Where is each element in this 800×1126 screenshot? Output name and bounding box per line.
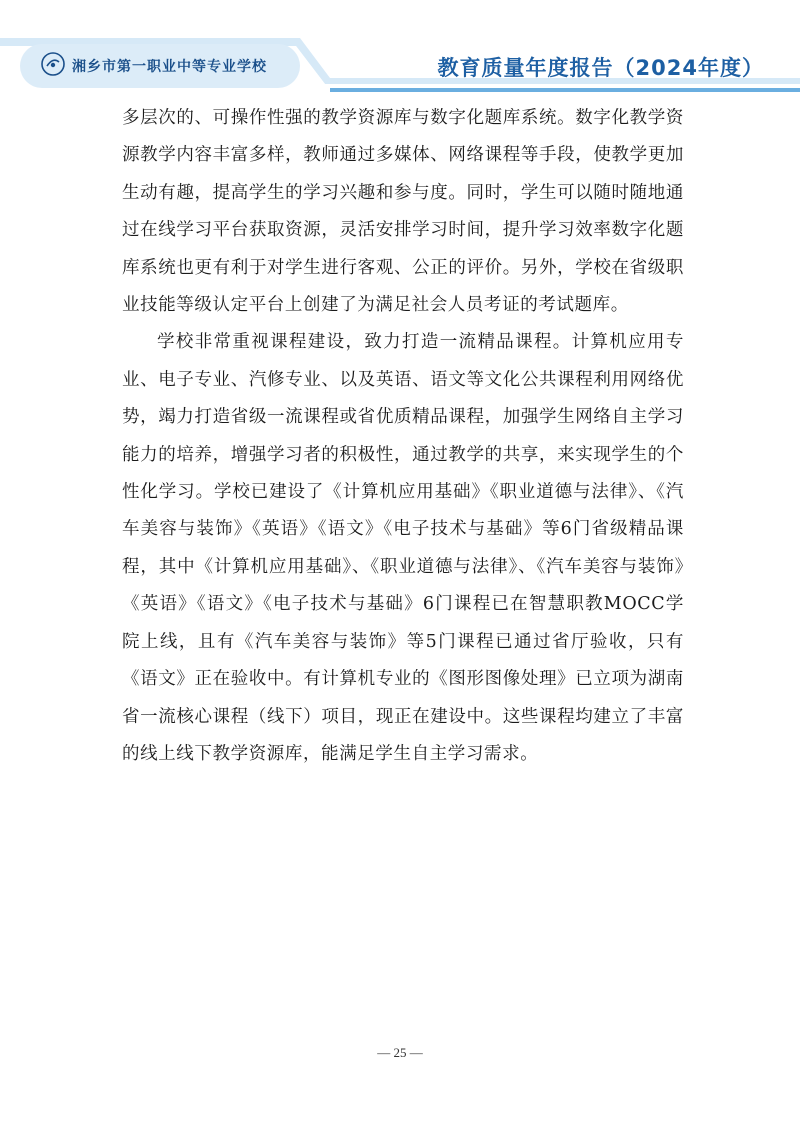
page-number: — 25 — (377, 1045, 423, 1060)
paragraph: 学校非常重视课程建设，致力打造一流精品课程。计算机应用专业、电子专业、汽修专业、以及英语、语文等文化公共课程利用网络优势，竭力打造省级一流课程或省优质精品课程，加强学生网络自主学习能力的培养，增强学习者的积极性，通过教学的共享，来实现学生的个性化学习。学校已建设了《计算机应用基础》《职业道德与法律》、《汽车美容与装饰》《英语》《语文》《电子技术与基础》等6门省级精品课程，其中《计算机应用基础》、《职业道德与法律》、《汽车美容与装饰》《英语》《语文》《电子技术与基础》6门课程已在智慧职教MOCC学院上线，且有《汽车美容与装饰》等5门课程已通过省厅验收，只有《语文》正在验收中。有计算机专业的《图形图像处理》已立项为湖南省一流核心课程（线下）项目，现正在建设中。这些课程均建立了丰富的线上线下教学资源库，能满足学生自主学习需求。 (122, 332, 684, 764)
main-content (122, 100, 684, 773)
school-name: 湘乡市第一职业中等专业学校 (72, 59, 267, 75)
report-title: 教育质量年度报告（2024年度） (437, 56, 764, 80)
page-header (0, 38, 800, 96)
school-emblem-icon (40, 51, 66, 77)
paragraph: 多层次的、可操作性强的教学资源库与数字化题库系统。数字化教学资源教学内容丰富多样，教师通过多媒体、网络课程等手段，使教学更加生动有趣，提高学生的学习兴趣和参与度。同时，学生可以随时随地通过在线学习平台获取资源，灵活安排学习时间，提升学习效率数字化题库系统也更有利于对学生进行客观、公正的评价。另外，学校在省级职业技能等级认定平台上创建了为满足社会人员考证的考试题库。 (122, 108, 684, 316)
